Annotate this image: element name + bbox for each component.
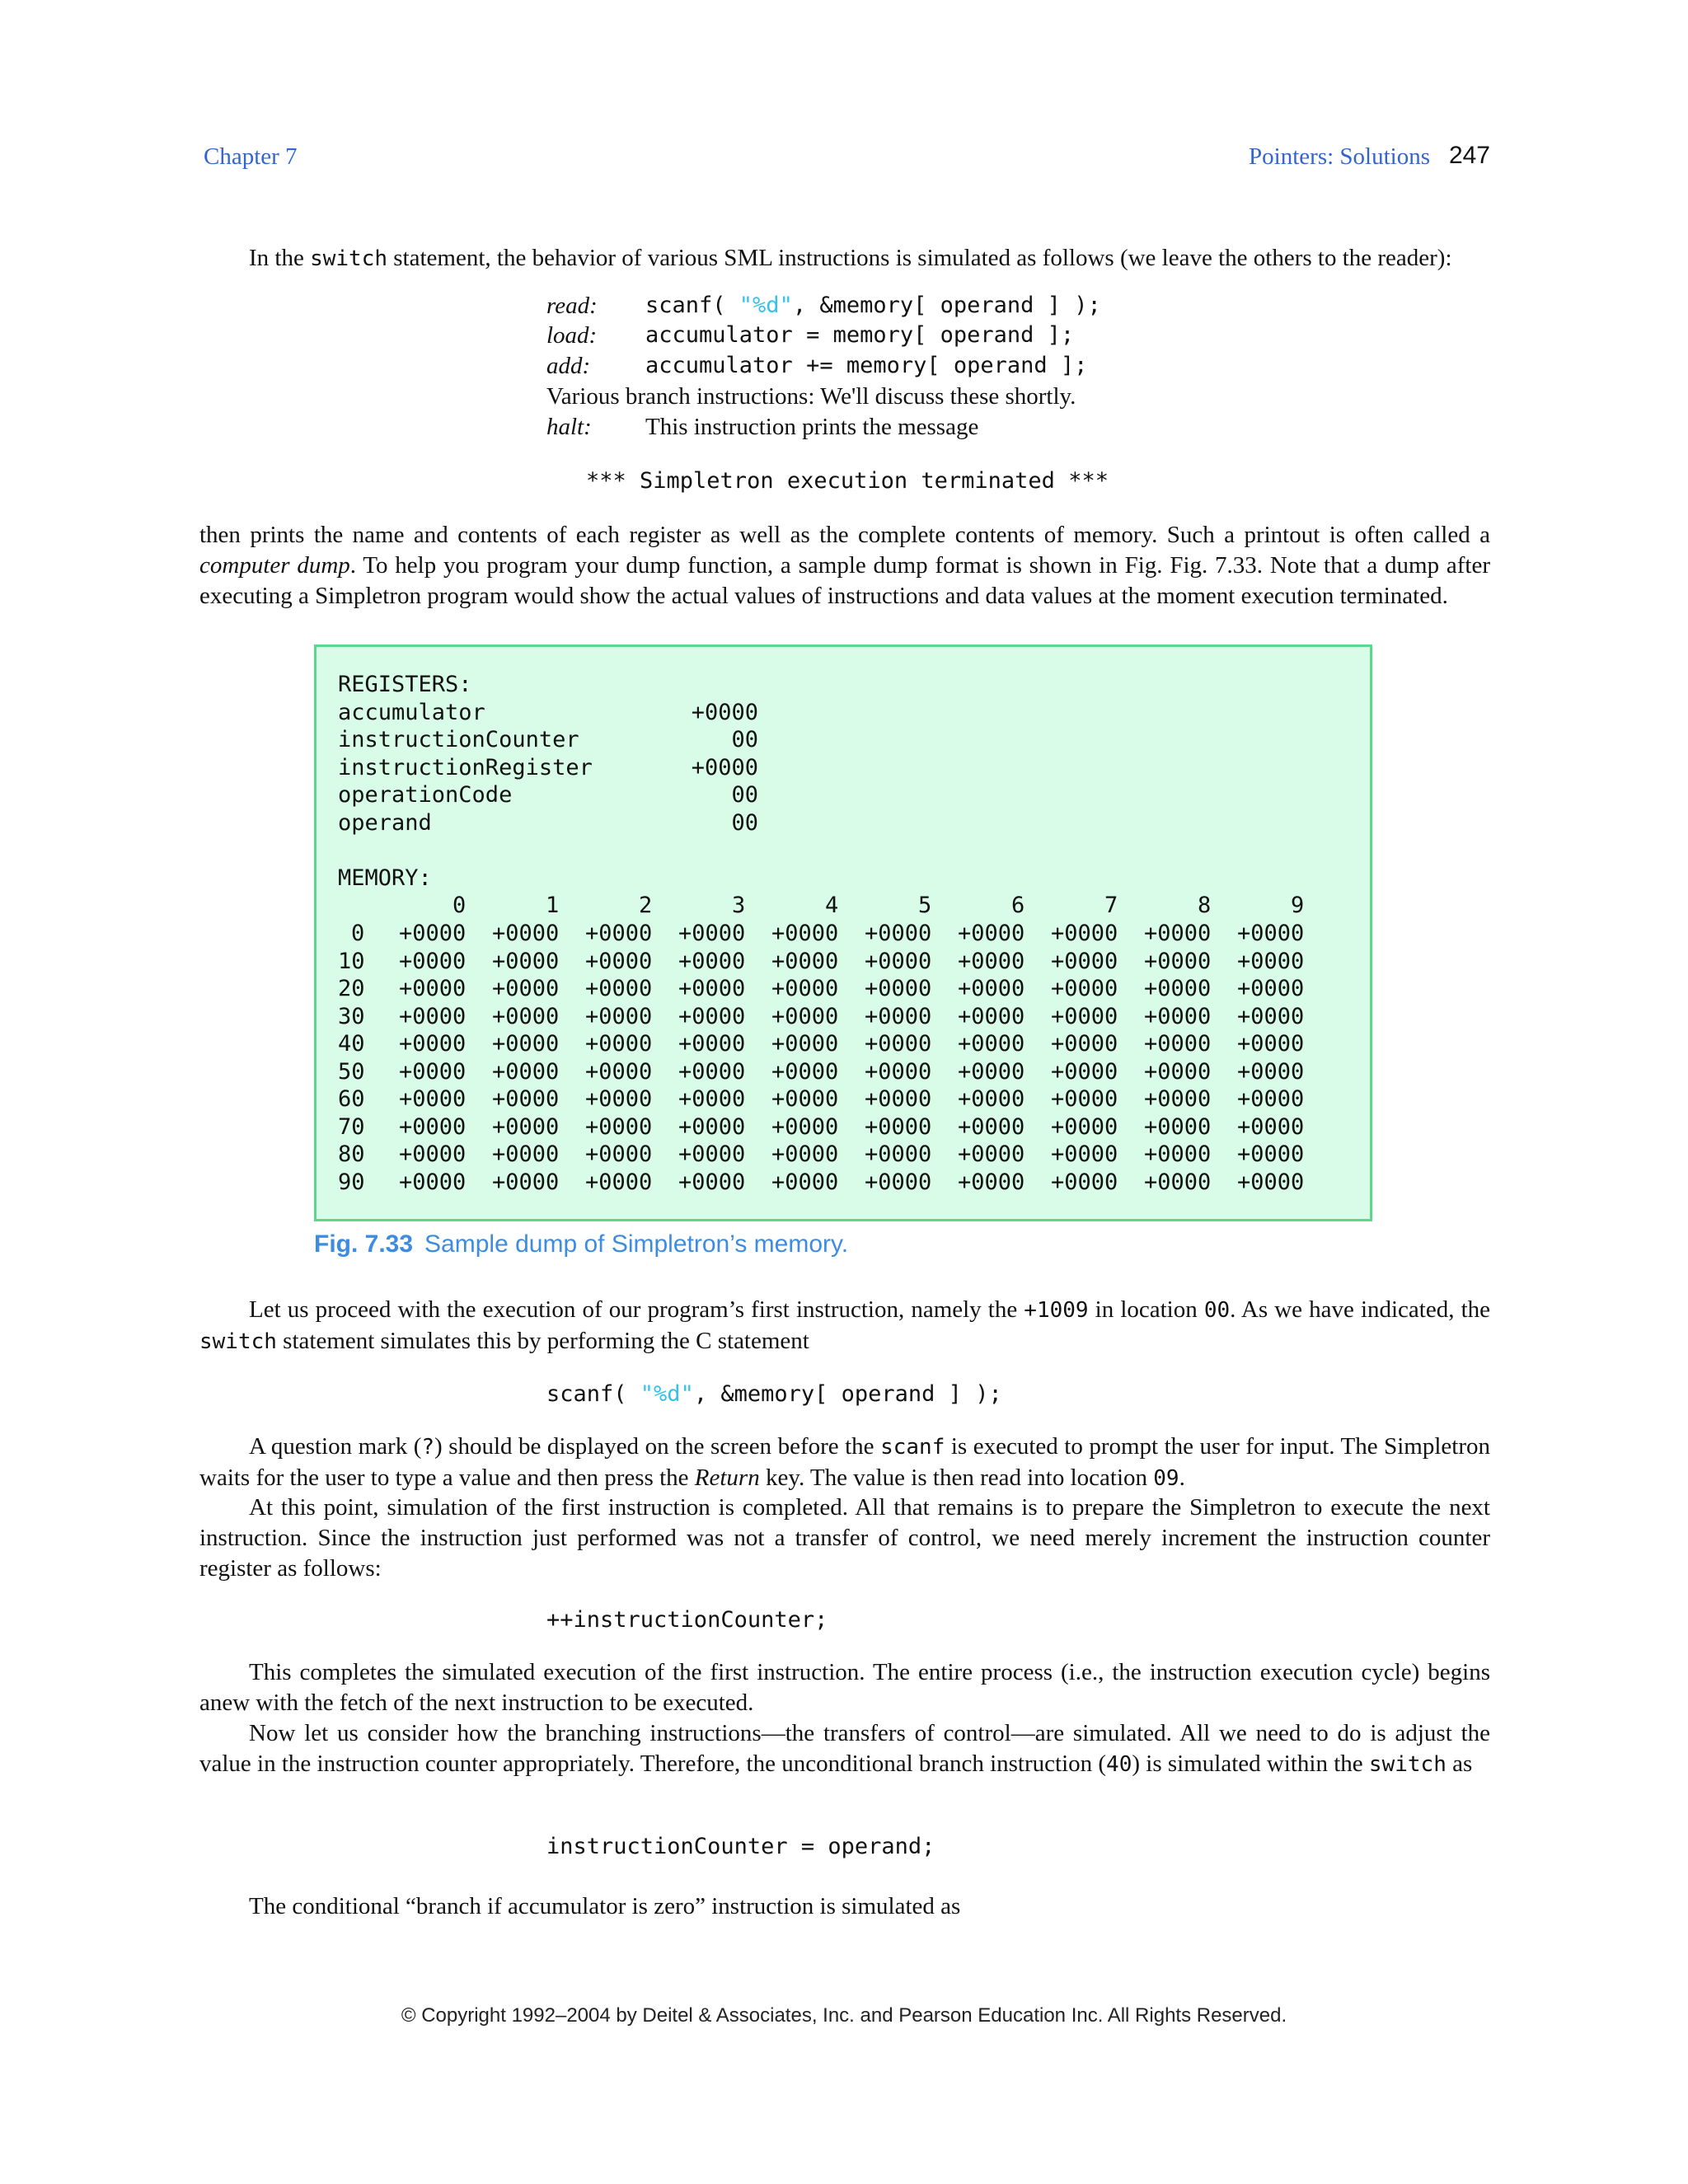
register-name: operand (338, 810, 432, 836)
memory-cell: +0000 (585, 1113, 653, 1140)
memory-cell: +0000 (958, 1086, 1025, 1112)
load-code: accumulator = memory[ operand ]; (645, 322, 1075, 348)
execution-paragraph: Let us proceed with the execution of our program’s first instruction, namely the +1009 in location 00. As we have indicated, the switch statement simulates this by performing the C statement (199, 1296, 1490, 1354)
memory-cell: +0000 (865, 1031, 932, 1057)
branch-code: instructionCounter = operand; (546, 1834, 935, 1859)
memory-row-label: 80 (338, 1141, 365, 1167)
memory-cell: +0000 (399, 1031, 467, 1057)
memory-cell: +0000 (492, 1058, 560, 1085)
memory-cell: +0000 (492, 948, 560, 974)
memory-cell: +0000 (1051, 1031, 1118, 1057)
memory-cell: +0000 (399, 1003, 467, 1029)
memory-cell: +0000 (399, 921, 467, 946)
register-name: instructionRegister (338, 755, 593, 780)
memory-cell: +0000 (958, 976, 1025, 1001)
figure-caption-text: Sample dump of Simpletron’s memory. (424, 1230, 849, 1258)
memory-cell: +0000 (492, 1141, 560, 1167)
memory-cell: +0000 (865, 1141, 932, 1167)
scanf-code: scanf( "%d", &memory[ operand ] ); (546, 1381, 1002, 1407)
memory-cell: +0000 (678, 1169, 746, 1195)
memory-cell: +0000 (1051, 948, 1118, 974)
memory-column-header: 0 (452, 893, 467, 918)
memory-cell: +0000 (1144, 1086, 1212, 1112)
memory-cell: +0000 (1051, 1086, 1118, 1112)
memory-cell: +0000 (585, 921, 653, 946)
add-code: accumulator += memory[ operand ]; (645, 353, 1088, 378)
memory-cell: +0000 (1144, 1003, 1212, 1029)
memory-row-label: 10 (338, 948, 365, 974)
memory-cell: +0000 (771, 1031, 839, 1057)
memory-cell: +0000 (585, 1169, 653, 1195)
memory-cell: +0000 (958, 1003, 1025, 1029)
terminated-message: *** Simpletron execution terminated *** (586, 468, 1109, 494)
memory-cell: +0000 (678, 1031, 746, 1057)
memory-title: MEMORY: (338, 865, 432, 891)
intro-paragraph: In the switch statement, the behavior of various SML instructions is simulated as follows (we leave the others to the reader): (249, 245, 1452, 271)
memory-cell: +0000 (771, 1058, 839, 1085)
memory-row-label: 90 (338, 1169, 365, 1195)
memory-column-header: 3 (732, 893, 746, 918)
memory-cell: +0000 (585, 948, 653, 974)
memory-row-label: 20 (338, 976, 365, 1001)
memory-cell: +0000 (1144, 1058, 1212, 1085)
memory-column-header: 4 (825, 893, 839, 918)
register-name: instructionCounter (338, 727, 579, 752)
memory-dump-box (314, 644, 1372, 1221)
completes-paragraph: This completes the simulated execution of the first instruction. The entire process (i.e., the instruction execution cycle) begins anew with the fetch of the next instruction to be executed. (199, 1659, 1490, 1716)
memory-cell: +0000 (865, 1003, 932, 1029)
memory-cell: +0000 (771, 1169, 839, 1195)
memory-cell: +0000 (399, 1141, 467, 1167)
memory-cell: +0000 (492, 1031, 560, 1057)
memory-row-label: 0 (351, 921, 365, 946)
read-code: scanf( "%d", &memory[ operand ] ); (645, 293, 1101, 318)
memory-cell: +0000 (1051, 921, 1118, 946)
register-name: accumulator (338, 700, 485, 725)
memory-row-label: 70 (338, 1113, 365, 1140)
memory-cell: +0000 (399, 976, 467, 1001)
memory-column-header: 8 (1198, 893, 1212, 918)
memory-cell: +0000 (865, 1058, 932, 1085)
section-title: Pointers: Solutions (1249, 143, 1430, 170)
memory-cell: +0000 (1144, 976, 1212, 1001)
memory-cell: +0000 (865, 1086, 932, 1112)
memory-cell: +0000 (678, 948, 746, 974)
figure-caption (314, 1230, 848, 1258)
memory-cell: +0000 (678, 921, 746, 946)
memory-cell: +0000 (678, 1086, 746, 1112)
memory-cell: +0000 (399, 1086, 467, 1112)
memory-column-header: 6 (1011, 893, 1025, 918)
memory-row-label: 40 (338, 1031, 365, 1057)
memory-column-header: 9 (1291, 893, 1305, 918)
memory-cell: +0000 (958, 1058, 1025, 1085)
memory-cell: +0000 (399, 1113, 467, 1140)
memory-cell: +0000 (1237, 1086, 1305, 1112)
halt-text: This instruction prints the message (645, 414, 979, 440)
memory-cell: +0000 (1237, 921, 1305, 946)
memory-cell: +0000 (1237, 1058, 1305, 1085)
memory-cell: +0000 (771, 1141, 839, 1167)
memory-cell: +0000 (1051, 1003, 1118, 1029)
memory-cell: +0000 (1144, 921, 1212, 946)
memory-cell: +0000 (771, 1086, 839, 1112)
memory-cell: +0000 (678, 1141, 746, 1167)
memory-cell: +0000 (958, 1141, 1025, 1167)
memory-cell: +0000 (585, 1031, 653, 1057)
memory-cell: +0000 (771, 1113, 839, 1140)
memory-cell: +0000 (1051, 976, 1118, 1001)
register-name: operationCode (338, 782, 513, 808)
memory-cell: +0000 (771, 1003, 839, 1029)
memory-cell: +0000 (958, 1031, 1025, 1057)
register-value: +0000 (691, 755, 758, 780)
memory-cell: +0000 (492, 976, 560, 1001)
memory-row-label: 50 (338, 1058, 365, 1085)
memory-cell: +0000 (492, 1086, 560, 1112)
branching-paragraph: Now let us consider how the branching instructions—the transfers of control—are simulated. All we need to do is adjust the value in the instruction counter appropriately. Therefore, the unconditional branch instruction (40) is simulated within the switch as (199, 1720, 1490, 1777)
page-number: 247 (1448, 142, 1490, 169)
memory-cell: +0000 (1237, 1003, 1305, 1029)
copyright-footer: © Copyright 1992–2004 by Deitel & Associates, Inc. and Pearson Education Inc. All Rights Reserved. (401, 2004, 1287, 2027)
registers-title: REGISTERS: (338, 672, 472, 697)
memory-cell: +0000 (771, 948, 839, 974)
memory-cell: +0000 (678, 976, 746, 1001)
memory-cell: +0000 (678, 1113, 746, 1140)
memory-cell: +0000 (865, 921, 932, 946)
memory-cell: +0000 (865, 1169, 932, 1195)
memory-column-header: 5 (918, 893, 932, 918)
halt-label: halt: (546, 414, 592, 440)
memory-cell: +0000 (1144, 948, 1212, 974)
memory-column-header: 1 (546, 893, 560, 918)
memory-cell: +0000 (771, 976, 839, 1001)
memory-cell: +0000 (1237, 1031, 1305, 1057)
simulation-paragraph: At this point, simulation of the first instruction is completed. All that remains is to prepare the Simpletron to execute the next instruction. Since the instruction just performed was not a transfer of control, we need merely increment the instruction counter register as follows: (199, 1494, 1490, 1582)
register-value: 00 (731, 782, 758, 808)
memory-cell: +0000 (958, 1169, 1025, 1195)
memory-cell: +0000 (399, 948, 467, 974)
read-label: read: (546, 293, 598, 319)
question-paragraph: A question mark (?) should be displayed on the screen before the scanf is executed to prompt the user for input. The Simpletron waits for the user to type a value and then press the Return key. The value is then read into location 09. (199, 1433, 1490, 1491)
memory-column-header: 2 (639, 893, 653, 918)
memory-cell: +0000 (958, 948, 1025, 974)
register-value: 00 (731, 810, 758, 836)
memory-cell: +0000 (585, 1141, 653, 1167)
branch-text: Various branch instructions: We'll discuss these shortly. (546, 383, 1076, 410)
memory-cell: +0000 (585, 1058, 653, 1085)
register-value: 00 (731, 727, 758, 752)
memory-cell: +0000 (958, 921, 1025, 946)
memory-cell: +0000 (1237, 948, 1305, 974)
memory-cell: +0000 (865, 948, 932, 974)
memory-cell: +0000 (492, 1169, 560, 1195)
memory-cell: +0000 (1237, 976, 1305, 1001)
memory-cell: +0000 (492, 921, 560, 946)
memory-cell: +0000 (865, 1113, 932, 1140)
memory-row-label: 30 (338, 1003, 365, 1029)
memory-cell: +0000 (1237, 1113, 1305, 1140)
memory-cell: +0000 (399, 1169, 467, 1195)
memory-cell: +0000 (492, 1113, 560, 1140)
memory-cell: +0000 (958, 1113, 1025, 1140)
memory-cell: +0000 (1051, 1141, 1118, 1167)
register-value: +0000 (691, 700, 758, 725)
chapter-label: Chapter 7 (204, 143, 298, 170)
memory-cell: +0000 (1051, 1169, 1118, 1195)
memory-cell: +0000 (1237, 1169, 1305, 1195)
load-label: load: (546, 322, 598, 349)
memory-cell: +0000 (585, 1086, 653, 1112)
memory-cell: +0000 (678, 1058, 746, 1085)
memory-cell: +0000 (678, 1003, 746, 1029)
conditional-paragraph: The conditional “branch if accumulator is zero” instruction is simulated as (249, 1893, 961, 1919)
figure-number: Fig. 7.33 (314, 1230, 414, 1258)
memory-cell: +0000 (492, 1003, 560, 1029)
memory-cell: +0000 (585, 1003, 653, 1029)
memory-cell: +0000 (1144, 1031, 1212, 1057)
add-label: add: (546, 353, 591, 379)
memory-cell: +0000 (1144, 1141, 1212, 1167)
dump-paragraph: then prints the name and contents of each register as well as the complete contents of memory. Such a printout is often called a computer dump. To help you program your dump function, a sample dump format is shown in Fig. Fig. 7.33. Note that a dump after executing a Simpletron program would show the actual values of instructions and data values at the moment execution terminated. (199, 522, 1490, 609)
memory-cell: +0000 (1144, 1169, 1212, 1195)
memory-column-header: 7 (1104, 893, 1118, 918)
memory-cell: +0000 (771, 921, 839, 946)
memory-cell: +0000 (585, 976, 653, 1001)
memory-cell: +0000 (1144, 1113, 1212, 1140)
memory-cell: +0000 (1051, 1058, 1118, 1085)
increment-code: ++instructionCounter; (546, 1607, 828, 1633)
memory-row-label: 60 (338, 1086, 365, 1112)
memory-cell: +0000 (1051, 1113, 1118, 1140)
memory-cell: +0000 (865, 976, 932, 1001)
memory-cell: +0000 (399, 1058, 467, 1085)
memory-cell: +0000 (1237, 1141, 1305, 1167)
